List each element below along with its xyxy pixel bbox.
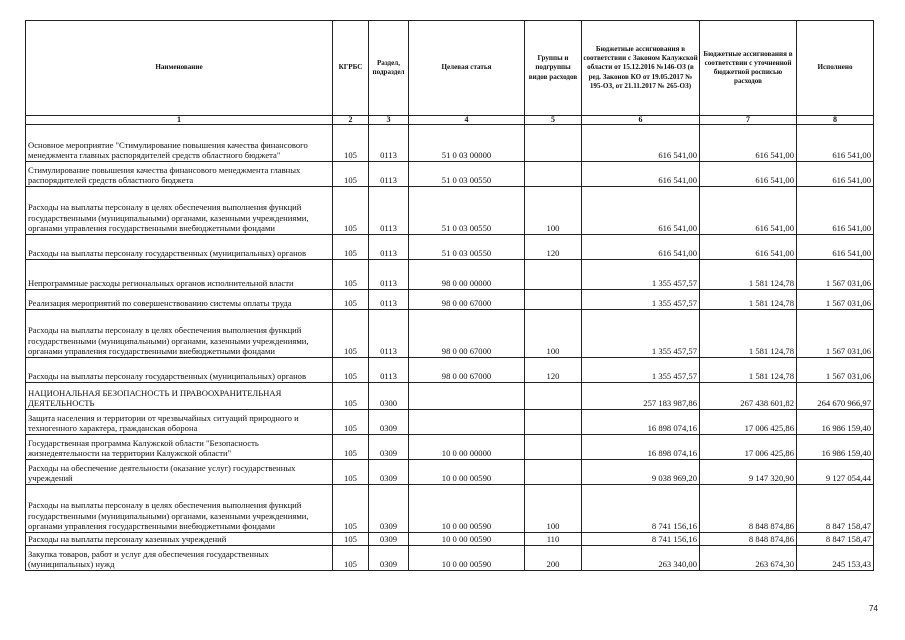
row-target-article: 98 0 00 67000: [409, 290, 525, 310]
row-name: НАЦИОНАЛЬНАЯ БЕЗОПАСНОСТЬ И ПРАВООХРАНИТЕЛЬНАЯ ДЕЯТЕЛЬНОСТЬ: [26, 383, 333, 410]
header-kgrbs: КГРБС: [333, 21, 369, 116]
column-number: 7: [700, 116, 797, 125]
row-budget-refined: 8 848 874,86: [700, 533, 797, 546]
table-row: [26, 125, 874, 162]
row-section: 0309: [369, 533, 409, 546]
row-budget-refined: 616 541,00: [700, 162, 797, 187]
row-expense-group: 100: [525, 187, 582, 235]
row-section: 0113: [369, 260, 409, 290]
row-name: Защита населения и территории от чрезвычайных ситуаций природного и техногенного характера, гражданская оборона: [26, 410, 333, 435]
table-row: [26, 162, 874, 187]
row-executed: 9 127 054,44: [797, 460, 874, 485]
column-number: 2: [333, 116, 369, 125]
row-section: 0309: [369, 410, 409, 435]
row-kgrbs: 105: [333, 358, 369, 383]
row-budget-refined: 1 581 124,78: [700, 358, 797, 383]
table-row: [26, 383, 874, 410]
table-row: [26, 290, 874, 310]
row-section: 0113: [369, 235, 409, 260]
row-budget-law: 616 541,00: [582, 125, 700, 162]
row-target-article: 10 0 00 00590: [409, 485, 525, 533]
row-budget-refined: 616 541,00: [700, 235, 797, 260]
row-kgrbs: 105: [333, 410, 369, 435]
header-section: Раздел, подраздел: [369, 21, 409, 116]
row-target-article: 10 0 00 00000: [409, 435, 525, 460]
row-target-article: 51 0 03 00550: [409, 235, 525, 260]
row-section: 0113: [369, 310, 409, 358]
row-name: Расходы на выплаты персоналу в целях обеспечения выполнения функций государственными (муниципальными) органами, казенными учреждениями, органами управления государственными внебюджетными фондами: [26, 187, 333, 235]
row-expense-group: 120: [525, 235, 582, 260]
row-section: 0309: [369, 460, 409, 485]
row-kgrbs: 105: [333, 235, 369, 260]
row-budget-law: 16 898 074,16: [582, 410, 700, 435]
row-section: 0113: [369, 187, 409, 235]
row-target-article: 98 0 00 67000: [409, 310, 525, 358]
row-section: 0113: [369, 162, 409, 187]
row-name: Стимулирование повышения качества финансового менеджмента главных распорядителей средств областного бюджета: [26, 162, 333, 187]
table-row: [26, 533, 874, 546]
table-row: [26, 460, 874, 485]
row-name: Расходы на выплаты персоналу в целях обеспечения выполнения функций государственными (муниципальными) органами, казенными учреждениями, органами управления государственными внебюджетными фондами: [26, 485, 333, 533]
row-kgrbs: 105: [333, 533, 369, 546]
row-expense-group: [525, 383, 582, 410]
row-budget-refined: 616 541,00: [700, 125, 797, 162]
column-number: 1: [26, 116, 333, 125]
row-section: 0309: [369, 546, 409, 571]
table-row: [26, 358, 874, 383]
row-name: Непрограммные расходы региональных органов исполнительной власти: [26, 260, 333, 290]
row-name: Расходы на выплаты персоналу в целях обеспечения выполнения функций государственными (муниципальными) органами, казенными учреждениями, органами управления государственными внебюджетными фондами: [26, 310, 333, 358]
row-expense-group: [525, 460, 582, 485]
row-kgrbs: 105: [333, 125, 369, 162]
row-executed: 616 541,00: [797, 125, 874, 162]
header-expense-group: Группы и подгруппы видов расходов: [525, 21, 582, 116]
row-target-article: 10 0 00 00590: [409, 546, 525, 571]
row-name: Расходы на обеспечение деятельности (оказание услуг) государственных учреждений: [26, 460, 333, 485]
row-executed: 16 986 159,40: [797, 435, 874, 460]
row-budget-refined: 1 581 124,78: [700, 290, 797, 310]
row-expense-group: [525, 260, 582, 290]
page-number: 74: [869, 604, 878, 613]
table-row: [26, 546, 874, 571]
row-budget-refined: 263 674,30: [700, 546, 797, 571]
row-budget-refined: 1 581 124,78: [700, 310, 797, 358]
row-target-article: 51 0 03 00550: [409, 187, 525, 235]
row-budget-refined: 9 147 320,90: [700, 460, 797, 485]
row-expense-group: [525, 162, 582, 187]
row-budget-law: 1 355 457,57: [582, 310, 700, 358]
row-budget-law: 1 355 457,57: [582, 290, 700, 310]
row-budget-refined: 8 848 874,86: [700, 485, 797, 533]
row-section: 0309: [369, 485, 409, 533]
row-kgrbs: 105: [333, 460, 369, 485]
row-section: 0113: [369, 358, 409, 383]
column-number: 3: [369, 116, 409, 125]
row-kgrbs: 105: [333, 290, 369, 310]
row-executed: 245 153,43: [797, 546, 874, 571]
row-target-article: [409, 410, 525, 435]
header-executed: Исполнено: [797, 21, 874, 116]
row-kgrbs: 105: [333, 260, 369, 290]
row-name: Расходы на выплаты персоналу казенных учреждений: [26, 533, 333, 546]
row-target-article: 98 0 00 00000: [409, 260, 525, 290]
row-executed: 16 986 159,40: [797, 410, 874, 435]
column-number: 6: [582, 116, 700, 125]
row-name: Расходы на выплаты персоналу государственных (муниципальных) органов: [26, 235, 333, 260]
header-budget-law: Бюджетные ассигнования в соответствии с Законом Калужской области от 15.12.2016 №146-ОЗ (в ред. Законов КО от 19.05.2017 № 195-ОЗ, от 21.11.2017 № 265-ОЗ): [582, 21, 700, 116]
column-number: 4: [409, 116, 525, 125]
row-expense-group: 200: [525, 546, 582, 571]
row-kgrbs: 105: [333, 187, 369, 235]
row-executed: 1 567 031,06: [797, 310, 874, 358]
header-name: Наименование: [26, 21, 333, 116]
row-expense-group: 120: [525, 358, 582, 383]
row-executed: 1 567 031,06: [797, 290, 874, 310]
table-row: [26, 235, 874, 260]
row-executed: 8 847 158,47: [797, 485, 874, 533]
row-expense-group: [525, 125, 582, 162]
row-budget-law: 616 541,00: [582, 235, 700, 260]
budget-execution-table: [25, 20, 874, 571]
row-budget-refined: 267 438 601,82: [700, 383, 797, 410]
row-budget-law: 8 741 156,16: [582, 533, 700, 546]
row-executed: 616 541,00: [797, 162, 874, 187]
header-budget-refined: Бюджетные ассигнования в соответствии с уточненной бюджетной росписью расходов: [700, 21, 797, 116]
row-kgrbs: 105: [333, 310, 369, 358]
row-kgrbs: 105: [333, 383, 369, 410]
row-executed: 616 541,00: [797, 187, 874, 235]
table-row: [26, 410, 874, 435]
row-executed: 1 567 031,06: [797, 260, 874, 290]
row-expense-group: 110: [525, 533, 582, 546]
row-name: Расходы на выплаты персоналу государственных (муниципальных) органов: [26, 358, 333, 383]
row-name: Государственная программа Калужской области "Безопасность жизнедеятельности на территории Калужской области": [26, 435, 333, 460]
row-budget-refined: 17 006 425,86: [700, 410, 797, 435]
table-row: [26, 310, 874, 358]
row-target-article: 51 0 03 00550: [409, 162, 525, 187]
row-expense-group: [525, 410, 582, 435]
row-kgrbs: 105: [333, 485, 369, 533]
table-row: [26, 187, 874, 235]
row-section: 0113: [369, 290, 409, 310]
row-expense-group: [525, 435, 582, 460]
row-target-article: [409, 383, 525, 410]
row-budget-law: 616 541,00: [582, 162, 700, 187]
row-name: Реализация мероприятий по совершенствованию системы оплаты труда: [26, 290, 333, 310]
row-budget-law: 263 340,00: [582, 546, 700, 571]
row-budget-refined: 616 541,00: [700, 187, 797, 235]
column-number-row: [26, 116, 874, 125]
row-kgrbs: 105: [333, 162, 369, 187]
row-target-article: 51 0 03 00000: [409, 125, 525, 162]
row-executed: 1 567 031,06: [797, 358, 874, 383]
row-name: Закупка товаров, работ и услуг для обеспечения государственных (муниципальных) нужд: [26, 546, 333, 571]
row-section: 0113: [369, 125, 409, 162]
row-section: 0309: [369, 435, 409, 460]
row-section: 0300: [369, 383, 409, 410]
row-expense-group: [525, 290, 582, 310]
column-number: 5: [525, 116, 582, 125]
row-budget-refined: 17 006 425,86: [700, 435, 797, 460]
row-budget-law: 8 741 156,16: [582, 485, 700, 533]
header-target-article: Целевая статья: [409, 21, 525, 116]
column-number: 8: [797, 116, 874, 125]
row-target-article: 10 0 00 00590: [409, 460, 525, 485]
row-kgrbs: 105: [333, 435, 369, 460]
row-budget-refined: 1 581 124,78: [700, 260, 797, 290]
row-expense-group: 100: [525, 310, 582, 358]
row-target-article: 98 0 00 67000: [409, 358, 525, 383]
row-executed: 616 541,00: [797, 235, 874, 260]
row-target-article: 10 0 00 00590: [409, 533, 525, 546]
row-executed: 8 847 158,47: [797, 533, 874, 546]
row-budget-law: 1 355 457,57: [582, 260, 700, 290]
row-budget-law: 257 183 987,86: [582, 383, 700, 410]
row-executed: 264 670 966,97: [797, 383, 874, 410]
table-row: [26, 485, 874, 533]
row-budget-law: 1 355 457,57: [582, 358, 700, 383]
table-header-row: [26, 21, 874, 116]
row-kgrbs: 105: [333, 546, 369, 571]
row-budget-law: 616 541,00: [582, 187, 700, 235]
table-row: [26, 260, 874, 290]
row-expense-group: 100: [525, 485, 582, 533]
row-name: Основное мероприятие "Стимулирование повышения качества финансового менеджмента главных распорядителей средств областного бюджета": [26, 125, 333, 162]
table-row: [26, 435, 874, 460]
row-budget-law: 16 898 074,16: [582, 435, 700, 460]
row-budget-law: 9 038 969,20: [582, 460, 700, 485]
